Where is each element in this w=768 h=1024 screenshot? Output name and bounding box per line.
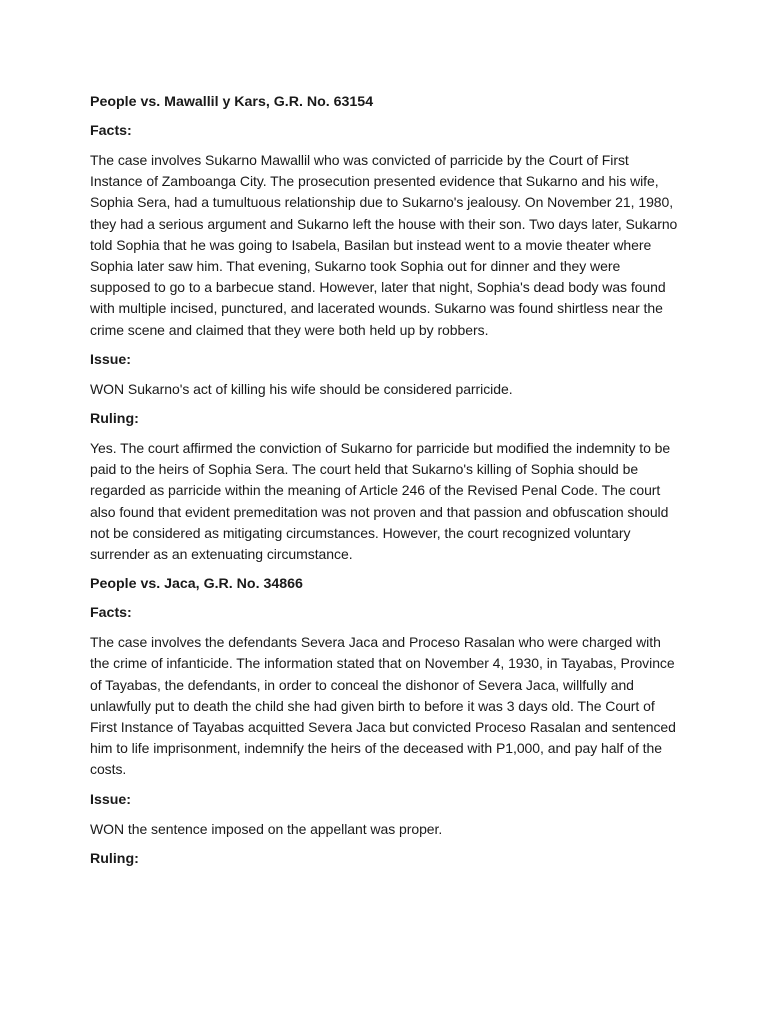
case-mawallil <box>90 92 680 565</box>
issue-paragraph: WON Sukarno's act of killing his wife should be considered parricide. <box>90 380 513 397</box>
case-title: People vs. Jaca, G.R. No. 34866 <box>90 576 303 593</box>
issue-heading: Issue: <box>90 351 132 368</box>
ruling-paragraph: Yes. The court affirmed the conviction of Sukarno for parricide but modified the indemnity to be paid to the heirs of Sophia Sera. The court held that Sukarno's killing of Sophia should be regarded as parricide within the meaning of Article 246 of the Revised Penal Code. The court also found that evident premeditation was not proven and that passion and obfuscation should not be considered as mitigating circumstances. However, the court recognized voluntary surrender as an extenuating circumstance. <box>90 440 671 563</box>
issue-heading: Issue: <box>90 791 132 808</box>
case-jaca <box>90 574 680 870</box>
issue-paragraph: WON the sentence imposed on the appellant was proper. <box>90 820 443 837</box>
case-title: People vs. Mawallil y Kars, G.R. No. 63154 <box>90 94 374 110</box>
facts-heading: Facts: <box>90 123 132 139</box>
ruling-heading: Ruling: <box>90 850 139 867</box>
facts-heading: Facts: <box>90 605 132 622</box>
facts-paragraph: The case involves the defendants Severa Jaca and Proceso Rasalan who were charged with the crime of infanticide. The information stated that on November 4, 1930, in Tayabas, Province of Tayabas, the defendants, in order to conceal the dishonor of Severa Jaca, willfully and unlawfully put to death the child she had given birth to before it was 3 days old. The Court of First Instance of Tayabas acquitted Severa Jaca but convicted Proceso Rasalan and sentenced him to life imprisonment, indemnify the heirs of the deceased with P1,000, and pay half of the costs. <box>90 634 676 778</box>
document-page <box>90 92 680 878</box>
ruling-heading: Ruling: <box>90 411 139 428</box>
facts-paragraph: The case involves Sukarno Mawallil who was convicted of parricide by the Court of First Instance of Zamboanga City. The prosecution presented evidence that Sukarno and his wife, Sophia Sera, had a tumultuous relationship due to Sukarno's jealousy. On November 21, 1980, they had a serious argument and Sukarno left the house with their son. Two days later, Sukarno told Sophia that he was going to Isabela, Basilan but instead went to a movie theater where Sophia later saw him. That evening, Sukarno took Sophia out for dinner and they were supposed to go to a barbecue stand. However, later that night, Sophia's dead body was found with multiple incised, punctured, and lacerated wounds. Sukarno was found shirtless near the crime scene and claimed that they were both held up by robbers. <box>90 152 678 338</box>
